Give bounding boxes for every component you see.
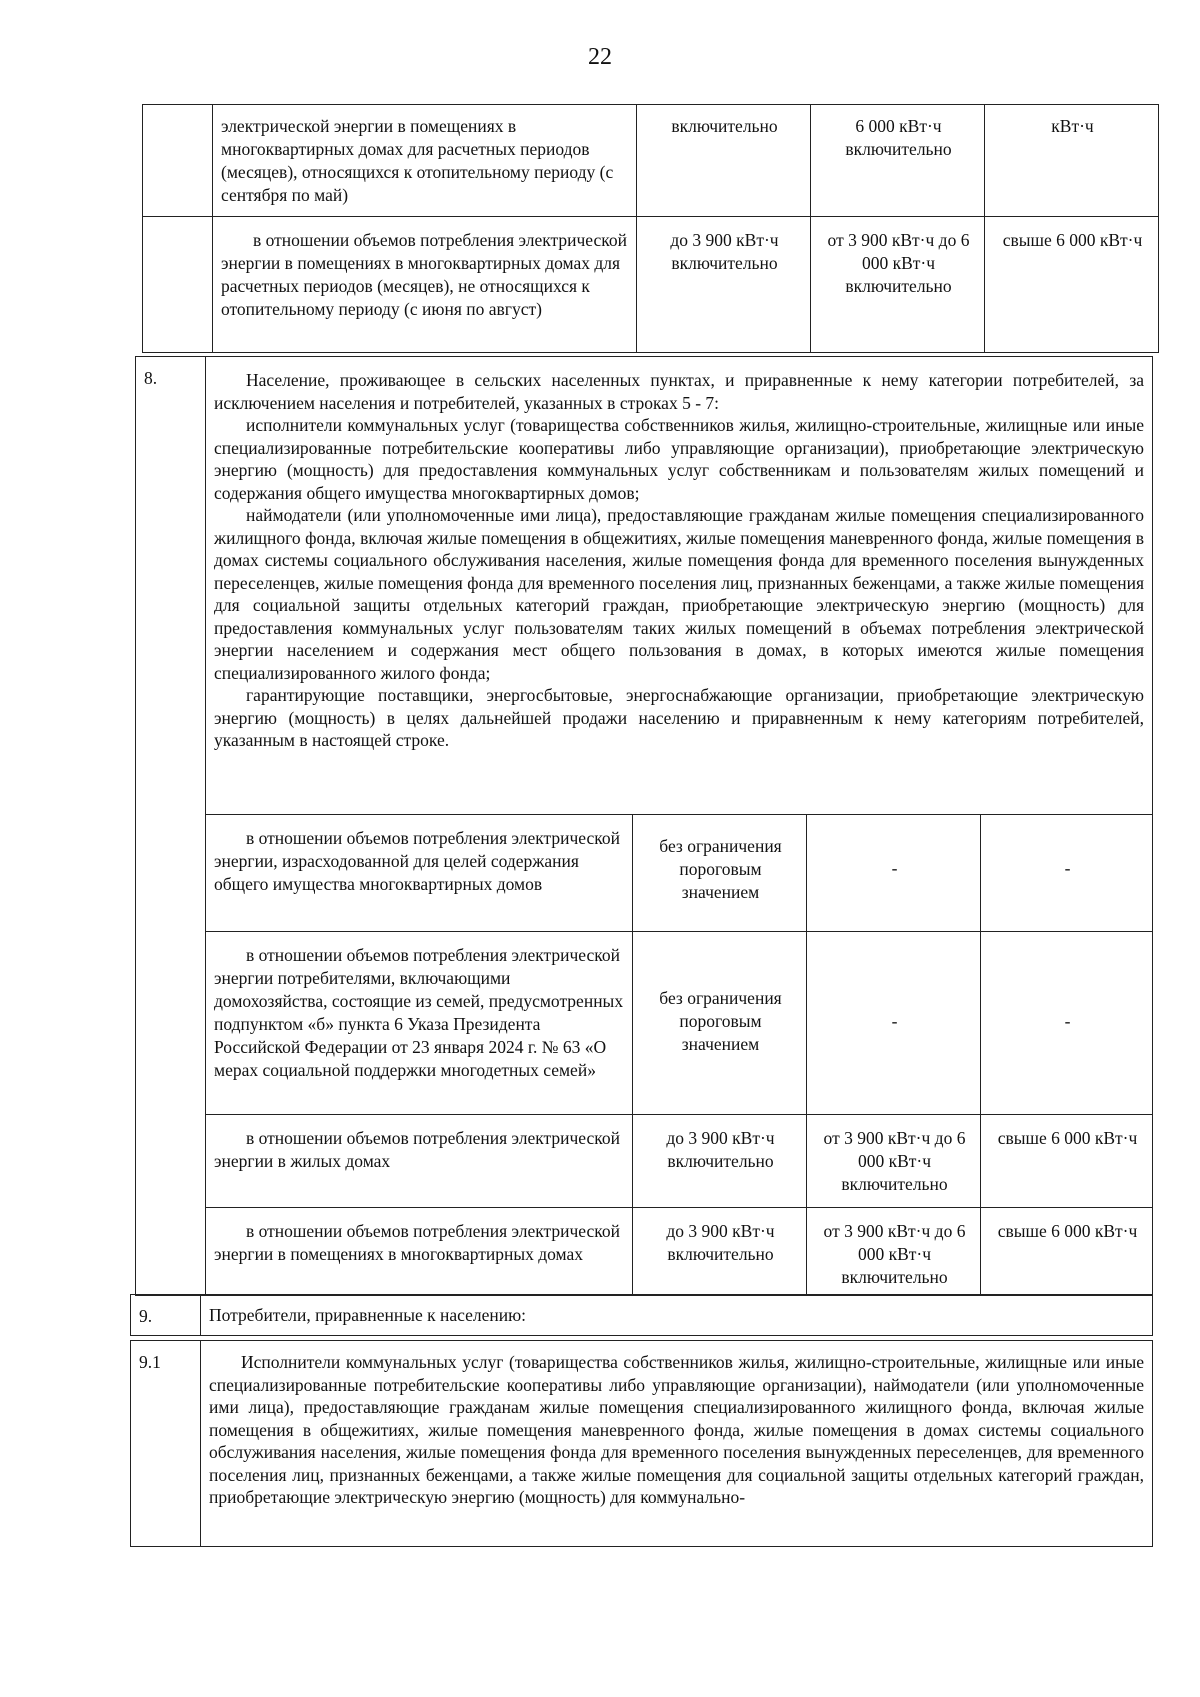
table-row [206, 815, 1152, 931]
description-cell: электрической энергии в помещениях в многоквартирных домах для расчетных периодов (месяцев), относящихся к отопительному периоду (с сентября по май) [213, 105, 637, 216]
threshold-mid-cell: 6 000 кВт·ч включительно [811, 105, 985, 216]
threshold-mid-cell: от 3 900 кВт·ч до 6 000 кВт·ч включительно [807, 1115, 981, 1207]
number-cell [143, 105, 213, 216]
threshold-high-cell: кВт·ч [1051, 116, 1094, 136]
threshold-high-cell: - [1064, 858, 1071, 878]
threshold-low-cell: включительно [637, 105, 811, 216]
table-row [206, 931, 1152, 1114]
threshold-mid-cell: - [807, 815, 981, 931]
threshold-mid-cell: от 3 900 кВт·ч до 6 000 кВт·ч включительно [807, 1208, 981, 1295]
description-cell: в отношении объемов потребления электрической энергии в жилых домах [206, 1115, 633, 1207]
table-row-8-block [135, 356, 1153, 1296]
threshold-low-cell: без ограничения пороговым значением [633, 815, 807, 931]
row-number: 9. [131, 1295, 201, 1335]
row-9-text: Потребители, приравненные к населению: [209, 1305, 527, 1325]
table-row-9-1 [130, 1340, 1153, 1547]
table-row [206, 1207, 1152, 1295]
threshold-mid-cell: от 3 900 кВт·ч до 6 000 кВт·ч включительно [811, 217, 985, 352]
page-number: 22 [588, 44, 612, 70]
threshold-low-cell: до 3 900 кВт·ч включительно [633, 1115, 807, 1207]
table-top-block [142, 104, 1159, 353]
threshold-high-cell: свыше 6 000 кВт·ч [997, 1128, 1138, 1148]
table-row [206, 1114, 1152, 1207]
table-row [143, 105, 1158, 216]
number-cell [143, 217, 213, 352]
threshold-low-cell: без ограничения пороговым значением [633, 932, 807, 1114]
table-row-9 [130, 1294, 1153, 1336]
row-number: 9.1 [131, 1341, 201, 1546]
threshold-mid-cell: - [807, 932, 981, 1114]
threshold-high-cell: - [1064, 1011, 1071, 1031]
row-8-paragraph: наймодатели (или уполномоченные ими лица), предоставляющие гражданам жилые помещения специализированного жилищного фонда, включая жилые помещения в общежитиях, жилые помещения маневренного фонда, жилые помещения в домах системы социального обслуживания населения, жилые помещения фонда для временного поселения вынужденных переселенцев, жилые помещения фонда для временного поселения лиц, признанных беженцами, а также жилые помещения для социальной защиты отдельных категорий граждан, приобретающие электрическую энергию (мощность) для предоставления коммунальных услуг пользователям таких жилых помещений в объемах потребления электрической энергии населением и содержания мест общего пользования в домах, в которых имеются жилые помещения специализированного жилого фонда; [214, 505, 1144, 683]
description-cell: в отношении объемов потребления электрической энергии в помещениях в многоквартирных домах для расчетных периодов (месяцев), не относящихся к отопительному периоду (с июня по август) [213, 217, 637, 352]
row-8-description [206, 357, 1152, 815]
row-number: 8. [136, 357, 206, 1295]
threshold-high-cell: свыше 6 000 кВт·ч [997, 1221, 1138, 1241]
table-row [143, 216, 1158, 352]
row-8-paragraph: исполнители коммунальных услуг (товарищества собственников жилья, жилищно-строительные, жилищные или иные специализированные потребительские кооперативы либо управляющие организации), приобретающие электрическую энергию (мощность) для предоставления коммунальных услуг собственникам и пользователям жилых помещений и содержания общего имущества многоквартирных домов; [214, 415, 1144, 503]
row-8-paragraph: гарантирующие поставщики, энергосбытовые, энергоснабжающие организации, приобретающие электрическую энергию (мощность) в целях дальнейшей продажи населению и приравненным к нему категориям потребителей, указанным в настоящей строке. [214, 685, 1144, 750]
row-9-1-text: Исполнители коммунальных услуг (товарищества собственников жилья, жилищно-строительные, жилищные или иные специализированные потребительские кооперативы либо управляющие организации), наймодатели (или уполномоченные ими лица), предоставляющие гражданам жилые помещения специализированного жилищного фонда, включая жилые помещения в общежитиях, жилые помещения маневренного фонда, жилые помещения в домах системы социального обслуживания населения, жилые помещения фонда для временного поселения вынужденных переселенцев, для временного поселения лиц, признанных беженцами, а также жилые помещения для социальной защиты отдельных категорий граждан, приобретающие электрическую энергию (мощность) для коммунально- [209, 1352, 1144, 1507]
description-cell: в отношении объемов потребления электрической энергии в помещениях в многоквартирных домах [206, 1208, 633, 1295]
row-8-paragraph: Население, проживающее в сельских населенных пунктах, и приравненные к нему категории потребителей, за исключением населения и потребителей, указанных в строках 5 - 7: [214, 370, 1144, 413]
threshold-low-cell: до 3 900 кВт·ч включительно [637, 217, 811, 352]
description-cell: в отношении объемов потребления электрической энергии потребителями, включающими домохозяйства, состоящие из семей, предусмотренных подпунктом «б» пункта 6 Указа Президента Российской Федерации от 23 января 2024 г. № 63 «О мерах социальной поддержки многодетных семей» [206, 932, 633, 1114]
description-cell: в отношении объемов потребления электрической энергии, израсходованной для целей содержания общего имущества многоквартирных домов [206, 815, 633, 931]
row-8-subrows [206, 815, 1152, 1295]
threshold-high-cell: свыше 6 000 кВт·ч [1002, 230, 1143, 250]
threshold-low-cell: до 3 900 кВт·ч включительно [633, 1208, 807, 1295]
